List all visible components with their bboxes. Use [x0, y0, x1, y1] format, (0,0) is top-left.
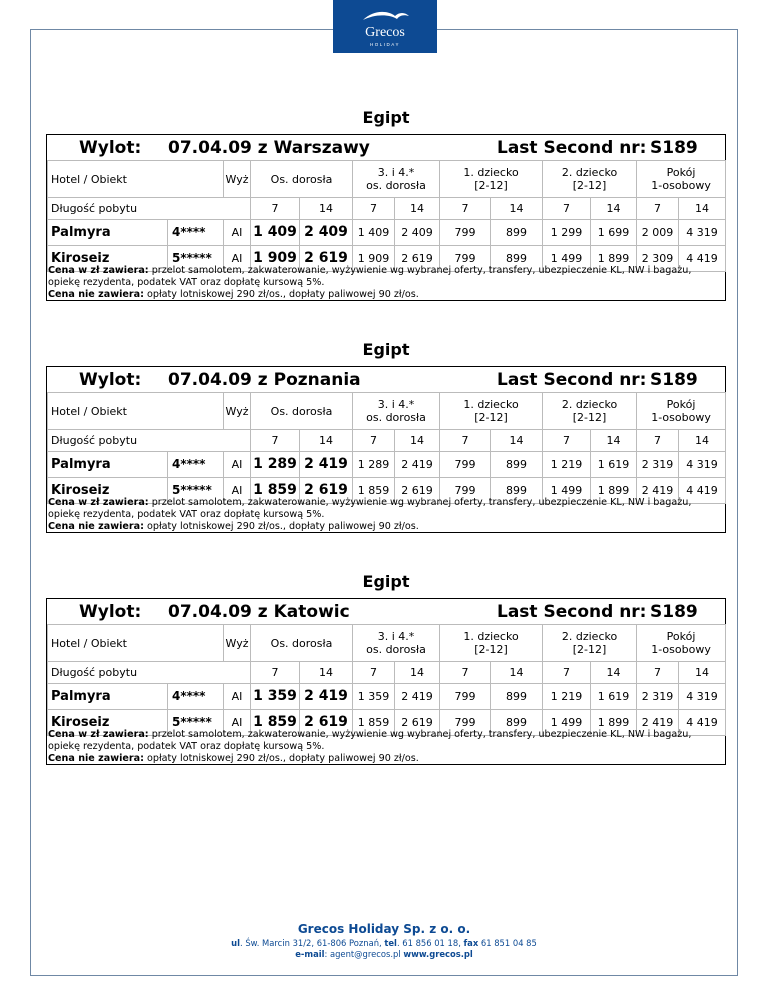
price-cell: 1 219 [543, 684, 591, 710]
price-cell: 1 619 [591, 684, 637, 710]
price-cell: 2 619 [300, 710, 353, 736]
nights-7: 7 [440, 430, 491, 452]
price-cell: 2 419 [637, 710, 679, 736]
board-column-header: Wyż [224, 161, 251, 198]
nights-7: 7 [440, 662, 491, 684]
price-cell: 2 419 [395, 684, 440, 710]
price-cell: 799 [440, 246, 491, 272]
price-notes: Cena w zł zawiera: przelot samolotem, zakwaterowanie, wyżywienie wg wybranej oferty, transfery, ubezpieczenie KL, NW i bagażu, opiekę rezydenta, podatek VAT oraz dopłatę kursową 5%. Cena nie zawiera: opłaty lotniskowej 290 zł/os., dopłaty paliwowej 90 zł/os. [48, 265, 692, 300]
hotel-stars: 5***** [168, 478, 224, 504]
offer-code: S189 [650, 370, 698, 390]
duration-label: Długość pobytu [48, 198, 251, 220]
price-cell: 1 409 [251, 220, 300, 246]
price-cell: 2 309 [637, 246, 679, 272]
flight-header [47, 367, 725, 392]
footer-contact: e-mail: agent@grecos.pl www.grecos.pl [295, 949, 473, 959]
footer-website-link[interactable]: www.grecos.pl [403, 949, 473, 959]
column-header-row [48, 625, 726, 662]
footer-company: Grecos Holiday Sp. z o. o. [297, 922, 471, 936]
nights-7: 7 [543, 430, 591, 452]
nights-7: 7 [543, 662, 591, 684]
price-cell: 1 859 [251, 478, 300, 504]
hotel-column-header: Hotel / Obiekt [48, 393, 224, 430]
price-cell: 4 319 [679, 684, 726, 710]
nights-14: 14 [300, 662, 353, 684]
board-type: AI [224, 220, 251, 246]
nights-14: 14 [679, 430, 726, 452]
board-type: AI [224, 684, 251, 710]
price-cell: 1 899 [591, 710, 637, 736]
price-cell: 2 319 [637, 452, 679, 478]
price-notes: Cena w zł zawiera: przelot samolotem, zakwaterowanie, wyżywienie wg wybranej oferty, transfery, ubezpieczenie KL, NW i bagażu, opiekę rezydenta, podatek VAT oraz dopłatę kursową 5%. Cena nie zawiera: opłaty lotniskowej 290 zł/os., dopłaty paliwowej 90 zł/os. [48, 497, 692, 532]
svg-text:HOLIDAY: HOLIDAY [370, 42, 400, 47]
price-cell: 1 289 [251, 452, 300, 478]
hotel-name: Kiroseiz [48, 246, 168, 272]
table-row [48, 220, 726, 246]
flight-header [47, 599, 725, 624]
departure-date: 07.04.09 z Katowic [168, 602, 350, 622]
price-cell: 1 909 [353, 246, 395, 272]
price-cell: 2 619 [300, 478, 353, 504]
price-table [46, 366, 726, 533]
price-grid [47, 160, 726, 272]
price-cell: 1 619 [591, 452, 637, 478]
child2-column-header: 2. dziecko [2-12] [543, 625, 637, 662]
price-cell: 799 [440, 710, 491, 736]
price-cell: 1 699 [591, 220, 637, 246]
price-cell: 2 619 [395, 478, 440, 504]
child1-column-header: 1. dziecko [2-12] [440, 625, 543, 662]
nights-14: 14 [591, 662, 637, 684]
flight-header [47, 135, 725, 160]
extra-adult-column-header: 3. i 4.* os. dorosła [353, 625, 440, 662]
section-title: Egipt [362, 572, 410, 591]
single-room-column-header: Pokój 1-osobowy [637, 393, 726, 430]
price-cell: 1 859 [251, 710, 300, 736]
price-cell: 4 319 [679, 220, 726, 246]
price-cell: 1 499 [543, 478, 591, 504]
departure-label: Wylot: [79, 602, 142, 622]
adult-column-header: Os. dorosła [251, 393, 353, 430]
price-cell: 4 419 [679, 710, 726, 736]
nights-7: 7 [353, 198, 395, 220]
duration-label: Długość pobytu [48, 430, 251, 452]
price-cell: 4 419 [679, 246, 726, 272]
table-row [48, 452, 726, 478]
nights-14: 14 [591, 198, 637, 220]
nights-14: 14 [491, 430, 543, 452]
duration-row [48, 662, 726, 684]
price-cell: 1 499 [543, 246, 591, 272]
price-cell: 799 [440, 478, 491, 504]
nights-7: 7 [251, 662, 300, 684]
nights-14: 14 [491, 662, 543, 684]
section-title: Egipt [362, 108, 410, 127]
extra-adult-column-header: 3. i 4.* os. dorosła [353, 161, 440, 198]
column-header-row [48, 161, 726, 198]
adult-column-header: Os. dorosła [251, 625, 353, 662]
price-cell: 1 359 [251, 684, 300, 710]
nights-7: 7 [251, 430, 300, 452]
hotel-stars: 4**** [168, 684, 224, 710]
price-cell: 1 499 [543, 710, 591, 736]
duration-row [48, 430, 726, 452]
table-row [48, 684, 726, 710]
board-column-header: Wyż [224, 625, 251, 662]
child1-column-header: 1. dziecko [2-12] [440, 161, 543, 198]
price-cell: 799 [440, 684, 491, 710]
hotel-stars: 5***** [168, 246, 224, 272]
section-title: Egipt [362, 340, 410, 359]
price-notes: Cena w zł zawiera: przelot samolotem, zakwaterowanie, wyżywienie wg wybranej oferty, transfery, ubezpieczenie KL, NW i bagażu, opiekę rezydenta, podatek VAT oraz dopłatę kursową 5%. Cena nie zawiera: opłaty lotniskowej 290 zł/os., dopłaty paliwowej 90 zł/os. [48, 729, 692, 764]
nights-14: 14 [300, 430, 353, 452]
price-cell: 899 [491, 246, 543, 272]
nights-7: 7 [637, 662, 679, 684]
child1-column-header: 1. dziecko [2-12] [440, 393, 543, 430]
price-cell: 2 619 [300, 246, 353, 272]
hotel-stars: 4**** [168, 220, 224, 246]
nights-14: 14 [591, 430, 637, 452]
nights-7: 7 [353, 430, 395, 452]
hotel-name: Kiroseiz [48, 478, 168, 504]
hotel-name: Kiroseiz [48, 710, 168, 736]
hotel-name: Palmyra [48, 684, 168, 710]
duration-label: Długość pobytu [48, 662, 251, 684]
price-cell: 899 [491, 220, 543, 246]
price-cell: 1 899 [591, 246, 637, 272]
hotel-name: Palmyra [48, 452, 168, 478]
extra-adult-column-header: 3. i 4.* os. dorosła [353, 393, 440, 430]
price-cell: 899 [491, 452, 543, 478]
departure-label: Wylot: [79, 138, 142, 158]
nights-7: 7 [353, 662, 395, 684]
price-cell: 2 619 [395, 710, 440, 736]
price-cell: 899 [491, 684, 543, 710]
nights-14: 14 [395, 198, 440, 220]
single-room-column-header: Pokój 1-osobowy [637, 161, 726, 198]
price-cell: 1 219 [543, 452, 591, 478]
price-cell: 1 289 [353, 452, 395, 478]
price-cell: 2 419 [300, 452, 353, 478]
price-cell: 899 [491, 478, 543, 504]
price-cell: 2 419 [395, 452, 440, 478]
price-cell: 2 619 [395, 246, 440, 272]
departure-date: 07.04.09 z Warszawy [168, 138, 370, 158]
board-type: AI [224, 452, 251, 478]
last-second-label: Last Second nr: [497, 602, 647, 622]
price-table [46, 598, 726, 765]
price-cell: 2 409 [300, 220, 353, 246]
nights-14: 14 [395, 430, 440, 452]
nights-14: 14 [679, 198, 726, 220]
nights-14: 14 [679, 662, 726, 684]
nights-7: 7 [543, 198, 591, 220]
departure-date: 07.04.09 z Poznania [168, 370, 361, 390]
last-second-label: Last Second nr: [497, 138, 647, 158]
svg-text:Grecos: Grecos [365, 25, 405, 40]
grecos-logo [333, 0, 437, 53]
board-type: AI [224, 246, 251, 272]
price-cell: 2 419 [637, 478, 679, 504]
hotel-column-header: Hotel / Obiekt [48, 161, 224, 198]
price-cell: 1 359 [353, 684, 395, 710]
price-cell: 2 009 [637, 220, 679, 246]
nights-7: 7 [440, 198, 491, 220]
price-grid [47, 392, 726, 504]
price-grid [47, 624, 726, 736]
nights-7: 7 [251, 198, 300, 220]
price-cell: 4 419 [679, 478, 726, 504]
offer-code: S189 [650, 602, 698, 622]
price-cell: 799 [440, 220, 491, 246]
duration-row [48, 198, 726, 220]
child2-column-header: 2. dziecko [2-12] [543, 393, 637, 430]
hotel-stars: 4**** [168, 452, 224, 478]
child2-column-header: 2. dziecko [2-12] [543, 161, 637, 198]
last-second-label: Last Second nr: [497, 370, 647, 390]
nights-14: 14 [395, 662, 440, 684]
single-room-column-header: Pokój 1-osobowy [637, 625, 726, 662]
price-cell: 899 [491, 710, 543, 736]
price-cell: 2 319 [637, 684, 679, 710]
offer-code: S189 [650, 138, 698, 158]
price-cell: 1 899 [591, 478, 637, 504]
price-cell: 1 299 [543, 220, 591, 246]
price-cell: 2 409 [395, 220, 440, 246]
price-table [46, 134, 726, 301]
board-column-header: Wyż [224, 393, 251, 430]
price-cell: 1 859 [353, 710, 395, 736]
price-cell: 799 [440, 452, 491, 478]
hotel-column-header: Hotel / Obiekt [48, 625, 224, 662]
price-cell: 2 419 [300, 684, 353, 710]
nights-7: 7 [637, 430, 679, 452]
board-type: AI [224, 478, 251, 504]
nights-14: 14 [491, 198, 543, 220]
price-cell: 1 409 [353, 220, 395, 246]
hotel-stars: 5***** [168, 710, 224, 736]
price-cell: 4 319 [679, 452, 726, 478]
price-cell: 1 859 [353, 478, 395, 504]
footer-address: ul. Św. Marcin 31/2, 61-806 Poznań, tel. 61 856 01 18, fax 61 851 04 85 [231, 938, 537, 948]
board-type: AI [224, 710, 251, 736]
nights-14: 14 [300, 198, 353, 220]
column-header-row [48, 393, 726, 430]
hotel-name: Palmyra [48, 220, 168, 246]
price-cell: 1 909 [251, 246, 300, 272]
adult-column-header: Os. dorosła [251, 161, 353, 198]
nights-7: 7 [637, 198, 679, 220]
departure-label: Wylot: [79, 370, 142, 390]
